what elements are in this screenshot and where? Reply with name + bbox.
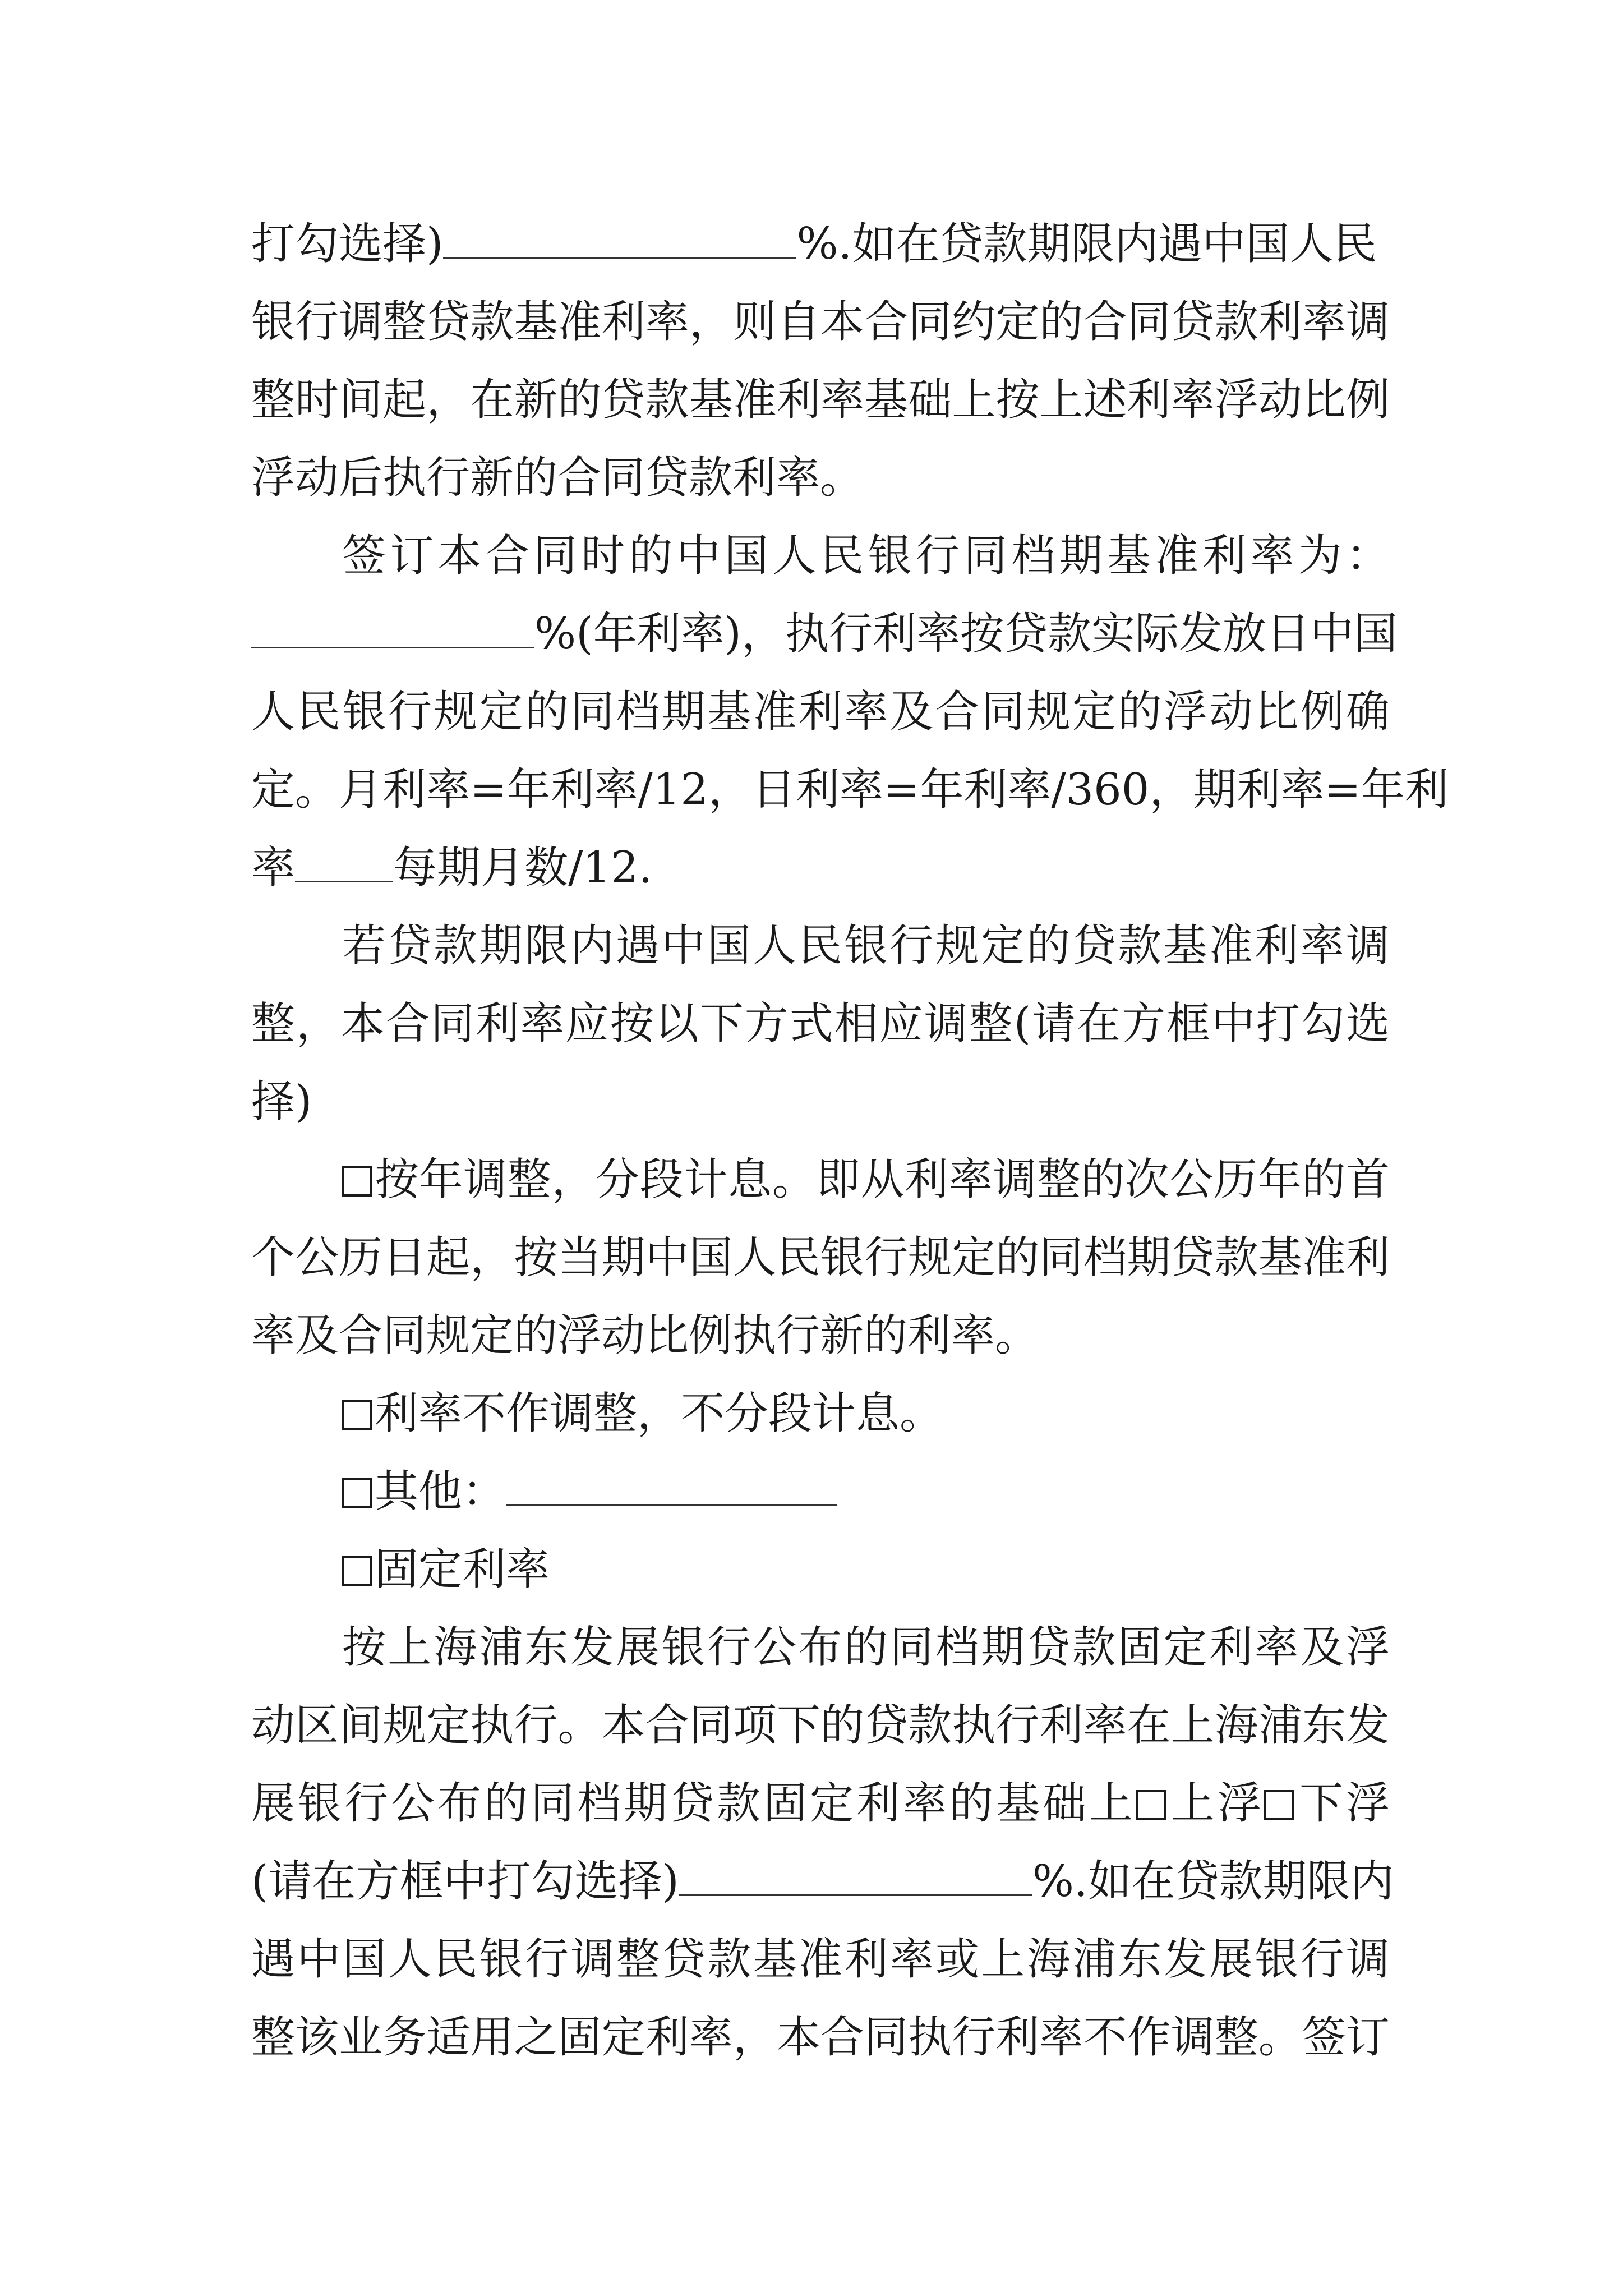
checkbox[interactable] (342, 1400, 372, 1430)
text-line: 遇中国人民银行调整贷款基准利率或上海浦东发展银行调 (251, 1934, 1390, 1985)
text-segment: (请在方框中打勾选择) (251, 1856, 679, 1907)
checkbox[interactable] (342, 1478, 372, 1508)
text-segment: 率 (251, 843, 296, 893)
fill-in-blank[interactable] (506, 1504, 837, 1506)
option-label: 固定利率 (375, 1544, 550, 1595)
option-annual-adjustment (342, 1140, 1390, 1219)
text-segment: %.如在贷款期限内 (1032, 1856, 1394, 1907)
checkbox[interactable] (342, 1166, 372, 1197)
text-line (251, 1764, 1390, 1843)
fill-in-blank[interactable] (251, 646, 534, 648)
text-line: 整时间起，在新的贷款基准利率基础上按上述利率浮动比例 (251, 375, 1390, 425)
checkbox[interactable] (1136, 1790, 1166, 1820)
option-fixed-rate (342, 1530, 1390, 1609)
fill-in-blank[interactable] (295, 880, 393, 882)
text-line: 动区间规定执行。本合同项下的贷款执行利率在上海浦东发 (251, 1700, 1390, 1751)
option-no-adjustment (342, 1374, 1390, 1453)
checkbox[interactable] (1264, 1790, 1294, 1820)
text-line: 银行调整贷款基准利率，则自本合同约定的合同贷款利率调 (251, 297, 1390, 347)
paragraph-first-line: 若贷款期限内遇中国人民银行规定的贷款基准利率调 (342, 921, 1390, 971)
text-segment: %(年利率)，执行利率按贷款实际发放日中国 (534, 609, 1398, 659)
checkbox[interactable] (342, 1556, 372, 1586)
text-line: 整该业务适用之固定利率，本合同执行利率不作调整。签订 (251, 2012, 1390, 2063)
paragraph-first-line: 签订本合同时的中国人民银行同档期基准利率为： (342, 531, 1390, 581)
text-line (251, 829, 1390, 907)
text-line (251, 595, 1398, 673)
text-line: 择) (251, 1076, 312, 1127)
text-line: 人民银行规定的同档期基准利率及合同规定的浮动比例确 (251, 687, 1390, 737)
option-label: 下浮 (1296, 1778, 1390, 1829)
text-segment: 打勾选择) (251, 219, 444, 269)
option-other (342, 1452, 1390, 1531)
paragraph-first-line: 按上海浦东发展银行公布的同档期贷款固定利率及浮 (342, 1622, 1390, 1673)
text-segment: %.如在贷款期限内遇中国人民 (796, 219, 1377, 269)
text-line: 整，本合同利率应按以下方式相应调整(请在方框中打勾选 (251, 999, 1390, 1049)
option-label: 上浮 (1168, 1778, 1264, 1829)
text-line (251, 1842, 1394, 1921)
option-label: 其他： (375, 1466, 506, 1517)
text-line (251, 205, 1390, 283)
text-line: 浮动后执行新的合同贷款利率。 (251, 453, 864, 503)
option-label: 按年调整，分段计息。即从利率调整的次公历年的首 (375, 1154, 1390, 1205)
option-label: 利率不作调整，不分段计息。 (375, 1388, 944, 1439)
text-segment: 每期月数/12. (393, 843, 653, 893)
fill-in-blank[interactable] (679, 1894, 1032, 1896)
text-segment: 展银行公布的同档期贷款固定利率的基础上 (251, 1778, 1136, 1829)
text-line: 个公历日起，按当期中国人民银行规定的同档期贷款基准利 (251, 1232, 1390, 1283)
text-line: 率及合同规定的浮动比例执行新的利率。 (251, 1310, 1039, 1361)
fill-in-blank[interactable] (443, 256, 796, 259)
text-line: 定。月利率=年利率/12，日利率=年利率/360，期利率=年利 (251, 765, 1449, 815)
